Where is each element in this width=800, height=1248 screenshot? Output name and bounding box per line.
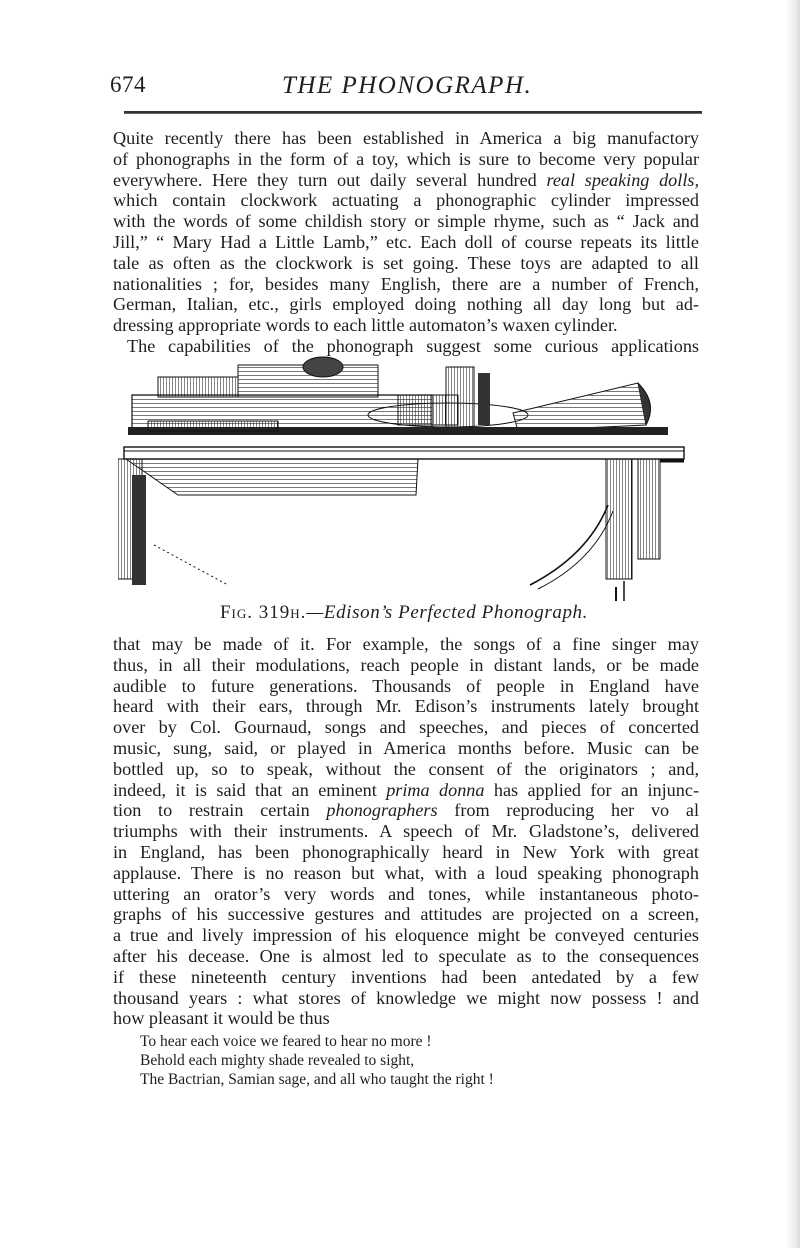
text-line: over by Col. Gournaud, songs and speeches, and pieces of concerted	[113, 717, 699, 738]
page-number: 674	[110, 72, 146, 97]
paragraph-1	[113, 128, 699, 357]
figure-label: Fig. 319h.	[219, 602, 307, 623]
verse-quotation	[140, 1032, 700, 1089]
text-line: if these nineteenth century inventions had been antedated by a few	[113, 966, 699, 987]
text-line: thus, in all their modulations, reach people in distant lands, or be made	[113, 654, 699, 675]
text-line: music, sung, said, or played in America months before. Music can be	[113, 737, 699, 758]
header-rule	[124, 111, 702, 114]
text-line: after his decease. One is almost led to speculate as to the consequences	[113, 945, 699, 966]
text-line: that may be made of it. For example, the songs of a fine singer may	[113, 634, 699, 654]
text-line: audible to future generations. Thousands of people in England have	[113, 675, 699, 696]
phonograph-machine	[128, 357, 668, 435]
text-line: in England, has been phonographically heard in New York with great	[113, 841, 699, 862]
text-line: of phonographs in the form of a toy, which is sure to become very popular	[113, 148, 699, 169]
text-line: tion to restrain certain phonographers from reproducing her vo al	[113, 800, 700, 821]
figure-title: —Edison’s Perfected Phonograph.	[306, 602, 589, 623]
text-line: with the words of some childish story or simple rhyme, such as “ Jack and	[113, 211, 699, 232]
text-line: a true and lively impression of his eloquence might be conveyed centuries	[113, 925, 699, 946]
page-edge-shadow	[786, 0, 800, 1248]
page-header	[110, 64, 690, 108]
verse-line: The Bactrian, Samian sage, and all who taught the right !	[140, 1071, 494, 1088]
text-line: graphs of his successive gestures and attitudes are projected on a screen,	[113, 904, 699, 925]
text-line: The capabilities of the phonograph suggest some curious applications	[127, 335, 699, 356]
running-title: THE PHONOGRAPH.	[282, 72, 533, 99]
text-line: uttering an orator’s very words and tones, while instantaneous photo-	[113, 883, 699, 904]
text-line: which contain clockwork actuating a phonographic cylinder impressed	[113, 190, 699, 211]
text-line: dressing appropriate words to each little automaton’s waxen cylinder.	[113, 315, 618, 336]
paragraph-2	[113, 634, 699, 1029]
text-line: how pleasant it would be thus	[113, 1008, 330, 1029]
text-line: German, Italian, etc., girls employed doing nothing all day long but ad-	[113, 294, 699, 315]
text-line: bottled up, so to speak, without the consent of the originators ; and,	[113, 758, 699, 779]
figure-caption	[118, 602, 690, 624]
verse-line: Behold each mighty shade revealed to sight,	[140, 1052, 415, 1069]
phonograph-table	[118, 447, 684, 601]
text-line: tale as often as the clockwork is set going. These toys are adapted to all	[113, 252, 699, 273]
italic-phrase: real speaking dolls,	[546, 169, 700, 190]
text-line: everywhere. Here they turn out daily several hundred real speaking dolls,	[113, 169, 700, 190]
text-line: triumphs with their instruments. A speech of Mr. Gladstone’s, delivered	[113, 821, 699, 842]
text-line: indeed, it is said that an eminent prima donna has applied for an injunc-	[113, 779, 700, 800]
text-line: thousand years : what stores of knowledge we might now possess ! and	[113, 987, 699, 1008]
phonograph-engraving	[118, 355, 690, 605]
verse-line: To hear each voice we feared to hear no more !	[140, 1033, 432, 1050]
text-line: heard with their ears, through Mr. Edison’s instruments lately brought	[113, 696, 699, 717]
italic-phrase: phonographers	[326, 800, 438, 821]
text-line: applause. There is no reason but what, with a loud speaking phonograph	[113, 862, 699, 883]
text-line: Jill,” “ Mary Had a Little Lamb,” etc. Each doll of course repeats its little	[113, 231, 699, 252]
italic-phrase: prima donna	[386, 779, 485, 800]
text-line: nationalities ; for, besides many English, there are a number of French,	[113, 273, 699, 294]
text-line: Quite recently there has been established in America a big manufactory	[113, 128, 699, 148]
